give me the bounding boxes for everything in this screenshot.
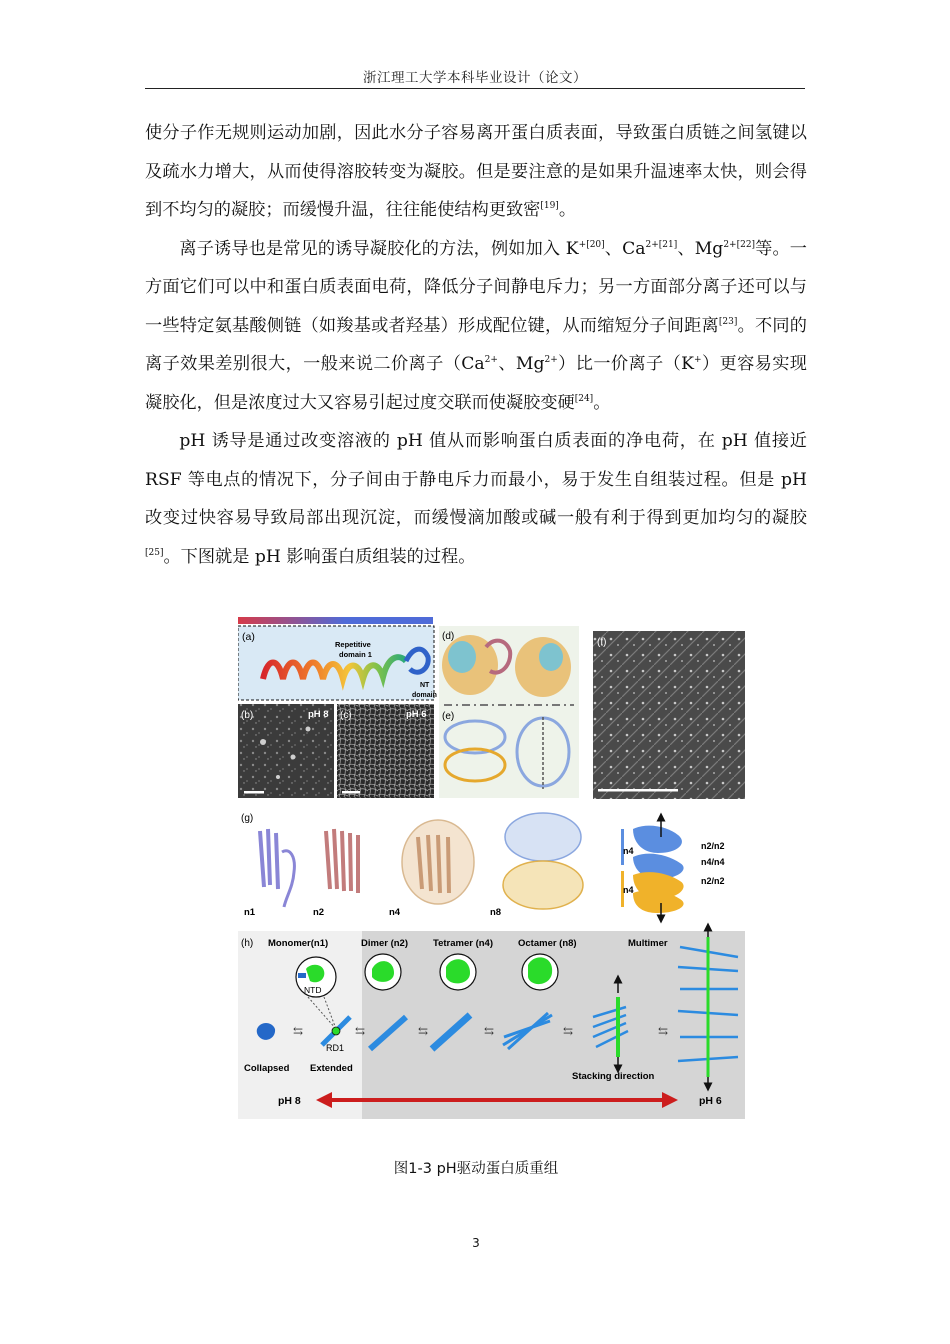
- text-run: pH 诱导是通过改变溶液的 pH 值从而影响蛋白质表面的净电荷，在 pH 值接近 RSF 等电点的情况下，分子间由于静电斥力而最小，易于发生自组装过程。但是 pH 改变过快容易导致局部出现沉淀，而缓慢滴加酸或碱一般有利于得到更加均匀的凝胶: [145, 431, 807, 528]
- text-run: 使分子作无规则运动加剧，因此水分子容易离开蛋白质表面，导致蛋白质链之间氢键以及疏水力增大，从而使得溶胶转变为凝胶。但是要注意的是如果升温速率太快，则会得到不均匀的凝胶；而缓慢升温，往往能使结构更致密: [145, 123, 807, 220]
- superscript: [24]: [574, 393, 594, 404]
- label-n2: n2: [313, 907, 325, 918]
- panel-label-d: (d): [442, 631, 455, 642]
- panel-label-a: (a): [242, 631, 255, 643]
- paragraph-1: [145, 114, 807, 230]
- text-run: 。: [558, 200, 577, 220]
- label-n4-top: n4: [623, 846, 634, 856]
- figure-ph-protein-assembly: [238, 617, 745, 1119]
- text-run: 等。一方面它们可以中和蛋白质表面电荷，降低分子间静电斥力；另一方面部分离子还可以与一些特定氨基酸侧链（如羧基或者羟基）形成配位键，从而缩短分子间距离: [145, 238, 807, 336]
- panel-label-h: (h): [241, 938, 254, 949]
- panel-label-e: (e): [442, 711, 455, 722]
- label-rd1: RD1: [326, 1043, 345, 1053]
- label-n2n2-bottom: n2/n2: [701, 876, 725, 886]
- superscript: +: [694, 355, 702, 365]
- running-header: 浙江理工大学本科毕业设计（论文）: [363, 70, 587, 86]
- label-nt: NT: [420, 682, 430, 689]
- body-text: [145, 114, 807, 576]
- page-number: 3: [472, 1236, 480, 1250]
- superscript: +[20]: [578, 239, 605, 250]
- label-extended: Extended: [310, 1063, 353, 1074]
- panel-d-e: [439, 626, 579, 798]
- paragraph-3: [145, 422, 807, 576]
- text-run: ）更容易实现凝胶化，但是浓度过大又容易引起过度交联而使凝胶变硬: [145, 354, 807, 413]
- label-monomer: Monomer(n1): [268, 938, 329, 949]
- svg-text:⇆: ⇆: [658, 1024, 669, 1038]
- label-n2n2-top: n2/n2: [701, 841, 725, 851]
- panel-label-f: (f): [597, 637, 607, 648]
- label-ph6-panel-c: pH 6: [406, 709, 427, 720]
- label-ntd: NTD: [304, 985, 322, 995]
- label-stacking-direction: Stacking direction: [572, 1071, 655, 1082]
- citation: [19]: [540, 201, 559, 211]
- text-run: 。下图就是 pH 影响蛋白质组装的过程。: [163, 546, 476, 567]
- text-run: ）比一价离子（K: [557, 354, 695, 374]
- svg-text:⇆: ⇆: [563, 1024, 574, 1038]
- text-run: 离子诱导也是常见的诱导凝胶化的方法，例如加入 K: [179, 238, 579, 259]
- header-rule: [145, 88, 805, 89]
- paragraph-2: [145, 230, 807, 423]
- label-nt-domain: domain: [412, 692, 437, 699]
- superscript: 2+[21]: [645, 239, 678, 250]
- superscript: 2+: [484, 355, 498, 365]
- panel-label-c: (c): [340, 710, 352, 721]
- superscript: 2+: [544, 355, 558, 365]
- label-repetitive: Repetitive: [335, 640, 371, 649]
- panel-label-g: (g): [241, 813, 254, 824]
- label-n1: n1: [244, 907, 256, 918]
- text-run: 。不同的离子效果差别很大，一般来说二价离子（Ca: [145, 315, 807, 374]
- text-run: 。: [593, 392, 611, 413]
- figure-caption: 图1-3 pH驱动蛋白质重组: [393, 1161, 559, 1177]
- text-run: 、Ca: [604, 238, 646, 259]
- protein-sequence-bar: [238, 617, 433, 624]
- panel-a: [238, 626, 437, 700]
- label-n4-bottom: n4: [623, 885, 634, 895]
- superscript: [23]: [718, 316, 738, 327]
- label-ph8-axis: pH 8: [278, 1095, 301, 1107]
- svg-text:⇆: ⇆: [484, 1024, 495, 1038]
- panel-c: [337, 704, 434, 798]
- label-n4n4: n4/n4: [701, 857, 725, 867]
- label-n4: n4: [389, 907, 401, 918]
- label-collapsed: Collapsed: [244, 1063, 290, 1074]
- svg-text:⇆: ⇆: [293, 1024, 304, 1038]
- label-n8: n8: [490, 907, 502, 918]
- text-run: 、Mg: [677, 238, 724, 259]
- label-tetramer: Tetramer (n4): [433, 938, 494, 949]
- superscript: [25]: [145, 547, 164, 558]
- superscript: 2+[22]: [723, 239, 756, 250]
- panel-g: [238, 807, 745, 919]
- panel-label-b: (b): [241, 710, 254, 721]
- text-run: 、Mg: [497, 354, 545, 374]
- label-ph6-axis: pH 6: [699, 1095, 722, 1107]
- label-domain-1: domain 1: [339, 650, 372, 659]
- svg-text:⇆: ⇆: [355, 1024, 366, 1038]
- label-octamer: Octamer (n8): [518, 938, 577, 949]
- label-dimer: Dimer (n2): [361, 938, 408, 949]
- svg-text:⇆: ⇆: [418, 1024, 429, 1038]
- panel-h: [238, 927, 745, 1119]
- panel-f: [593, 631, 745, 799]
- panel-b: [238, 704, 334, 798]
- label-ph8-panel-b: pH 8: [308, 709, 329, 720]
- label-multimer: Multimer: [628, 938, 668, 949]
